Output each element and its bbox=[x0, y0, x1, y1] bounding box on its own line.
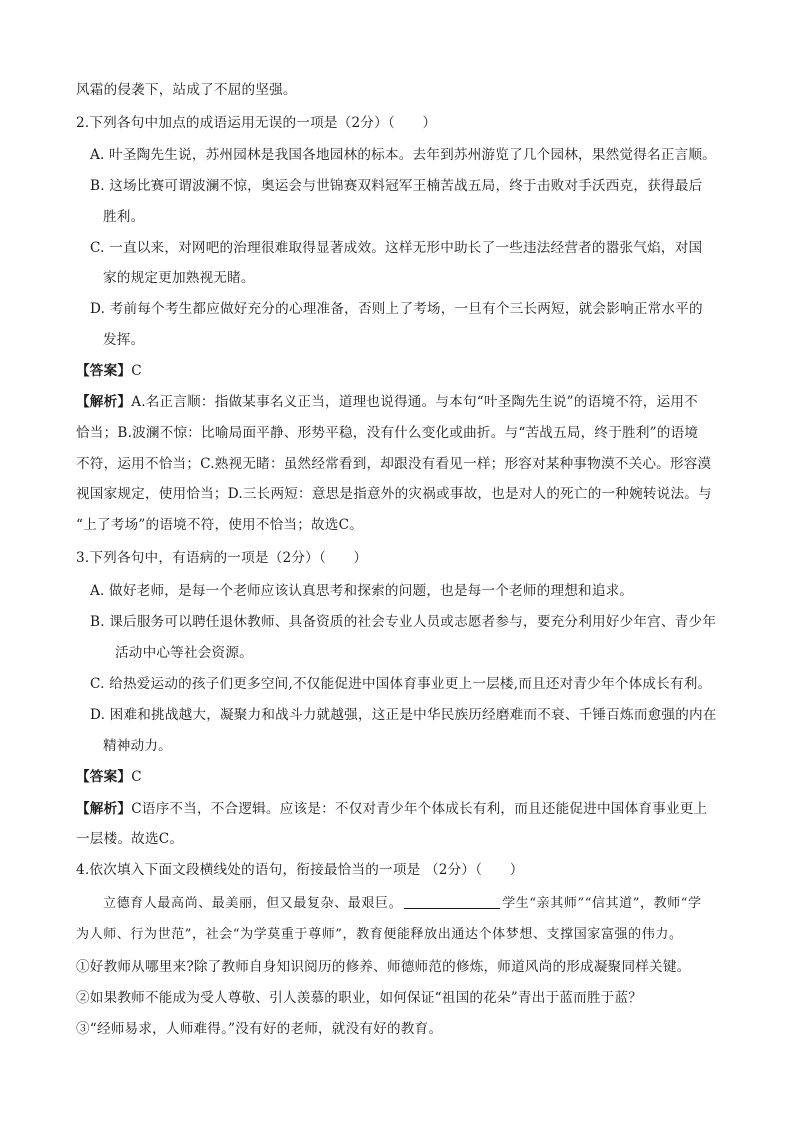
q4-stem: 4.依次填入下面文段横线处的语句，衔接最恰当的一项是 （2分）（ ） bbox=[76, 862, 524, 878]
q2-analysis-line-4: 视国家规定，使用恰当；D.三长两短：意思是指意外的灾祸或事故，也是对人的死亡的一种婉转说法。与 bbox=[76, 486, 712, 502]
q2-option-c-cont: 家的规定更加熟视无睹。 bbox=[103, 270, 255, 286]
q2-analysis-line-2: 恰当；B.波澜不惊：比喻局面平静、形势平稳，没有什么变化或曲折。与“苦战五局，终于胜利”的语境 bbox=[76, 425, 699, 441]
analysis-text: C语序不当，不合逻辑。应该是：不仅对青少年个体成长有利，而且还能促进中国体育事业更上 bbox=[131, 801, 708, 817]
q2-option-a: A. 叶圣陶先生说，苏州园林是我国各地园林的标本。去年到苏州游览了几个园林，果然觉得名正言顺。 bbox=[90, 147, 716, 163]
fill-in-blank bbox=[404, 894, 500, 909]
q4-item-1: ①好教师从哪里来?除了教师自身知识阅历的修养、师德师范的修炼，师道风尚的形成凝聚同样关键。 bbox=[76, 959, 691, 975]
analysis-tag: 【解析】 bbox=[76, 394, 132, 410]
q3-option-c: C. 给热爱运动的孩子们更多空间,不仅能促进中国体育事业更上一层楼,而且还对青少年个体成长有利。 bbox=[90, 676, 712, 692]
continuation-line: 风霜的侵袭下，站成了不屈的坚强。 bbox=[76, 82, 297, 98]
analysis-text: A.名正言顺：指做某事名义正当，道理也说得通。与本句“叶圣陶先生说”的语境不符，运用不 bbox=[131, 394, 698, 410]
q2-answer bbox=[76, 361, 142, 381]
passage-text: 学生“亲其师”“信其道”，教师“学 bbox=[502, 896, 702, 911]
q2-option-d-cont: 发挥。 bbox=[103, 332, 145, 348]
q3-option-d: D. 困难和挑战越大，凝聚力和战斗力就越强，这正是中华民族历经磨难而不衰、千锤百炼而愈强的内在 bbox=[90, 707, 717, 723]
answer-value: C bbox=[131, 769, 142, 785]
q2-option-c: C. 一直以来，对网吧的治理很难取得显著成效。这样无形中助长了一些违法经营者的嚣张气焰，对国 bbox=[90, 240, 703, 256]
passage-text: 立德育人最高尚、最美丽，但又最复杂、最艰巨。 bbox=[103, 896, 403, 911]
q2-option-b: B. 这场比赛可谓波澜不惊，奥运会与世锦赛双料冠军王楠苦战五局，终于击败对手沃西克，获得最后 bbox=[90, 178, 703, 194]
q2-stem: 2.下列各句中加点的成语运用无误的一项是（2分）（ ） bbox=[76, 115, 437, 131]
q3-option-a: A. 做好老师，是每一个老师应该认真思考和探索的问题，也是每一个老师的理想和追求。 bbox=[90, 583, 634, 599]
q3-analysis-line-1 bbox=[76, 799, 707, 819]
q3-answer bbox=[76, 767, 142, 787]
q2-option-b-cont: 胜利。 bbox=[103, 209, 145, 225]
q2-analysis-line-3: 不符，运用不恰当；C.熟视无睹：虽然经常看到，却跟没有看见一样；形容对某种事物漠不关心。形容漠 bbox=[76, 456, 712, 472]
q3-analysis-line-2: 一层楼。故选C。 bbox=[76, 831, 184, 847]
answer-tag: 【答案】 bbox=[76, 769, 132, 785]
q3-option-d-cont: 精神动力。 bbox=[103, 738, 172, 754]
q2-analysis-line-1 bbox=[76, 392, 698, 412]
analysis-tag: 【解析】 bbox=[76, 801, 132, 817]
q4-item-2: ②如果教师不能成为受人尊敬、引人羡慕的职业，如何保证“祖国的花朵”青出于蓝而胜于蓝？ bbox=[76, 990, 643, 1006]
q2-option-d: D. 考前每个考生都应做好充分的心理准备，否则上了考场，一旦有个三长两短，就会影响正常水平的 bbox=[90, 301, 703, 317]
answer-value: C bbox=[131, 363, 142, 379]
q3-option-b-cont: 活动中心等社会资源。 bbox=[115, 645, 253, 661]
q4-passage-line-2: 为人师、行为世范”，社会“为学莫重于尊师”，教育便能释放出通达个体梦想、支撑国家富强的伟力。 bbox=[76, 927, 683, 942]
q4-passage-line-1 bbox=[103, 894, 702, 914]
q3-option-b: B. 课后服务可以聘任退休教师、具备资质的社会专业人员或志愿者参与，要充分利用好少年宫、青少年 bbox=[90, 614, 717, 630]
q3-stem: 3.下列各句中，有语病的一项是（2分）（ ） bbox=[76, 550, 368, 566]
q4-item-3: ③“经师易求，人师难得。”没有好的老师，就没有好的教育。 bbox=[76, 1021, 443, 1037]
q2-analysis-line-5: “上了考场”的语境不符，使用不恰当；故选C。 bbox=[76, 517, 363, 533]
answer-tag: 【答案】 bbox=[76, 363, 132, 379]
